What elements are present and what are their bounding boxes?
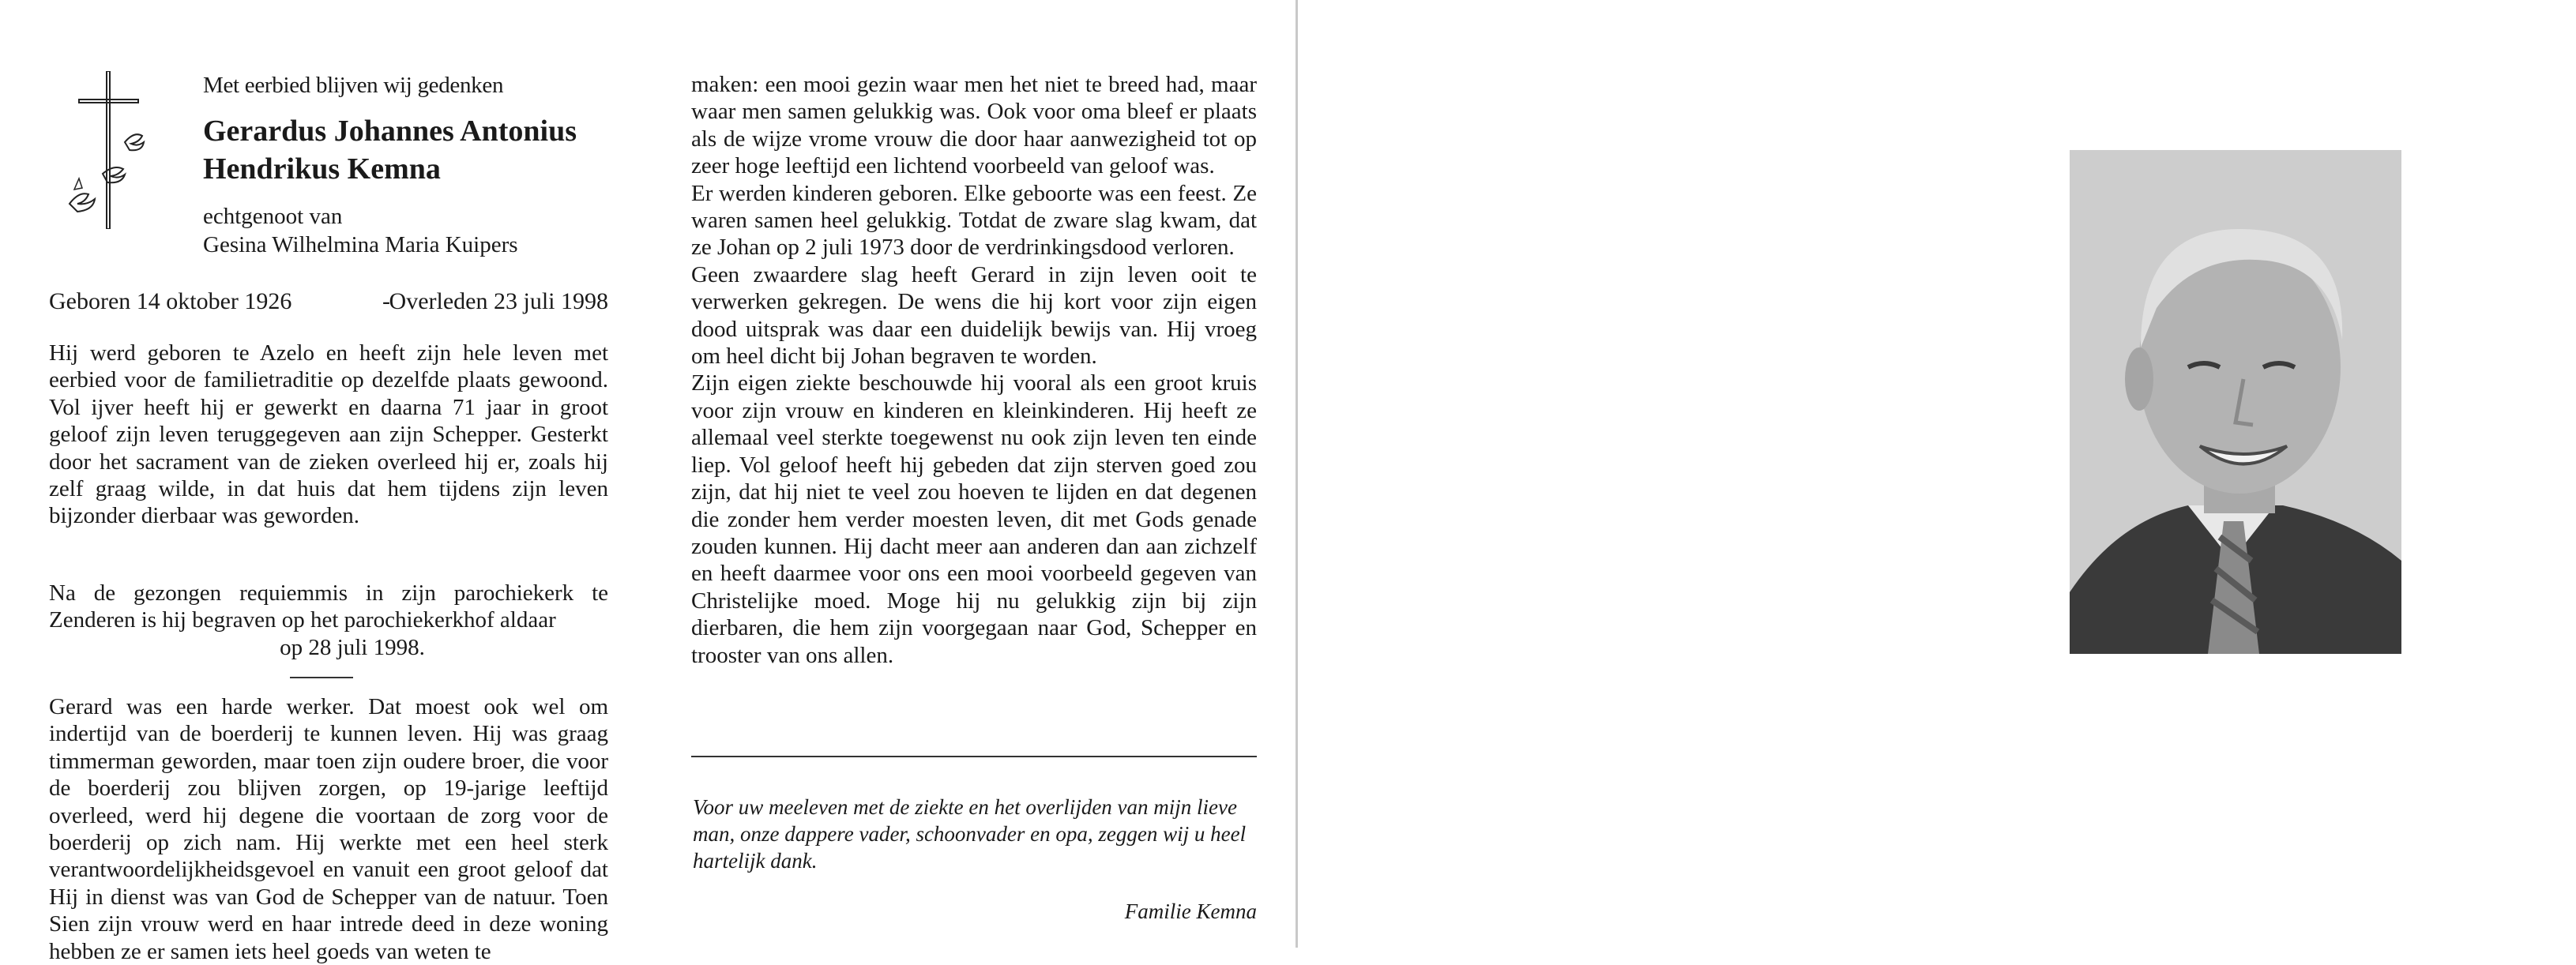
biography-paragraph-2: Gerard was een harde werker. Dat moest ook wel om indertijd van de boerderij te kunnen leven. Hij was graag timmerman geworden, maar toen zijn oudere broer, die voor de boerderij zou blijven zorgen, op 19-jarige leeftijd overleed, werd hij degene die voortaan de zorg voor de boerderij op zich nam. Hij werkte met een heel sterk verantwoordelijkheidsgevoel en vanuit een groot geloof dat Hij in dienst was van God de Schepper van de natuur. Toen Sien zijn vrouw werd en haar intrede deed in deze woning hebben ze er samen iets heel goeds van weten te [49,694,608,964]
biography-paragraph-1: Hij werd geboren te Azelo en heeft zijn hele leven met eerbied voor de familietraditie op dezelfde plaats gewoond. Vol ijver heeft hij er gewerkt en daarna 71 jaar in groot geloof zijn leven teruggegeven aan zijn Schepper. Gesterkt door het sacrament van de zieken overleed hij er, zoals hij zelf graag wilde, in dat huis dat hem tijdens zijn leven bijzonder dierbaar was geworden. [49,340,608,529]
intro-line: Met eerbied blijven wij gedenken [203,73,504,98]
biography-paragraph-6: Zijn eigen ziekte beschouwde hij vooral als een groot kruis voor zijn vrouw en kinderen en kleinkinderen. Hij heeft ze allemaal veel sterkte toegewenst nu ook zijn leven ten einde liep. Vol geloof heeft hij gebeden dat zijn sterven goed zou zijn, dat hij niet te veel zou hoeven te lijden en dat degenen die zonder hem verder moesten leven, dit met Gods genade zouden kunnen. Hij dacht meer aan anderen dan aan zichzelf en heeft daarmee voor ons een mooi voorbeeld gegeven van Christelijke moed. Moge hij nu gelukkig zijn bij zijn dierbaren, die hem zijn voorgegaan naar God, Schepper en trooster van ons allen. [691,370,1257,668]
death-date: Overleden 23 juli 1998 [389,288,608,314]
header-block [203,69,614,259]
deceased-name-line1: Gerardus Johannes Antonius [203,115,577,148]
section-divider [290,677,353,678]
biography-paragraph-3: maken: een mooi gezin waar men het niet te breed had, maar waar men samen gelukkig was. Ook voor oma bleef er plaats als de wijze vrome vrouw die door haar aanwezigheid tot op zeer hoge leeftijd een lichtend voorbeeld van geloof was. [691,72,1257,179]
card-fold-line [1296,0,1298,948]
cross-with-doves-icon [63,71,174,229]
date-separator: - [382,288,390,314]
spouse-label: echtgenoot van [203,204,343,229]
middle-column [691,71,1257,669]
deceased-name-line2: Hendrikus Kemna [203,152,441,186]
thanks-divider [691,756,1257,757]
birth-date: Geboren 14 oktober 1926 [49,288,292,314]
burial-date: op 28 juli 1998. [280,634,425,660]
family-signature: Familie Kemna [1124,899,1257,923]
spouse-name: Gesina Wilhelmina Maria Kuipers [203,232,518,257]
thanks-text: Voor uw meeleven met de ziekte en het overlijden van mijn lieve man, onze dappere vader, schoonvader en opa, zeggen wij u heel hartelijk dank. [693,795,1247,873]
biography-paragraph-4: Er werden kinderen geboren. Elke geboorte was een feest. Ze waren samen heel gelukkig. Totdat de zware slag kwam, dat ze Johan op 2 juli 1973 door de verdrinkingsdood verloren. [691,180,1257,261]
biography-paragraph-5: Geen zwaardere slag heeft Gerard in zijn leven ooit te verwerken gekregen. De wens die hij kort voor zijn eigen dood uitsprak was daar een duidelijk bewijs van. Hij vroeg om heel dicht bij Johan begraven te worden. [691,261,1257,370]
burial-text: Na de gezongen requiemmis in zijn parochiekerk te Zenderen is hij begraven op het parochiekerkhof aldaar [49,580,608,633]
burial-paragraph [49,580,608,661]
portrait-illustration [2070,150,2401,654]
portrait-photo [2070,150,2401,654]
